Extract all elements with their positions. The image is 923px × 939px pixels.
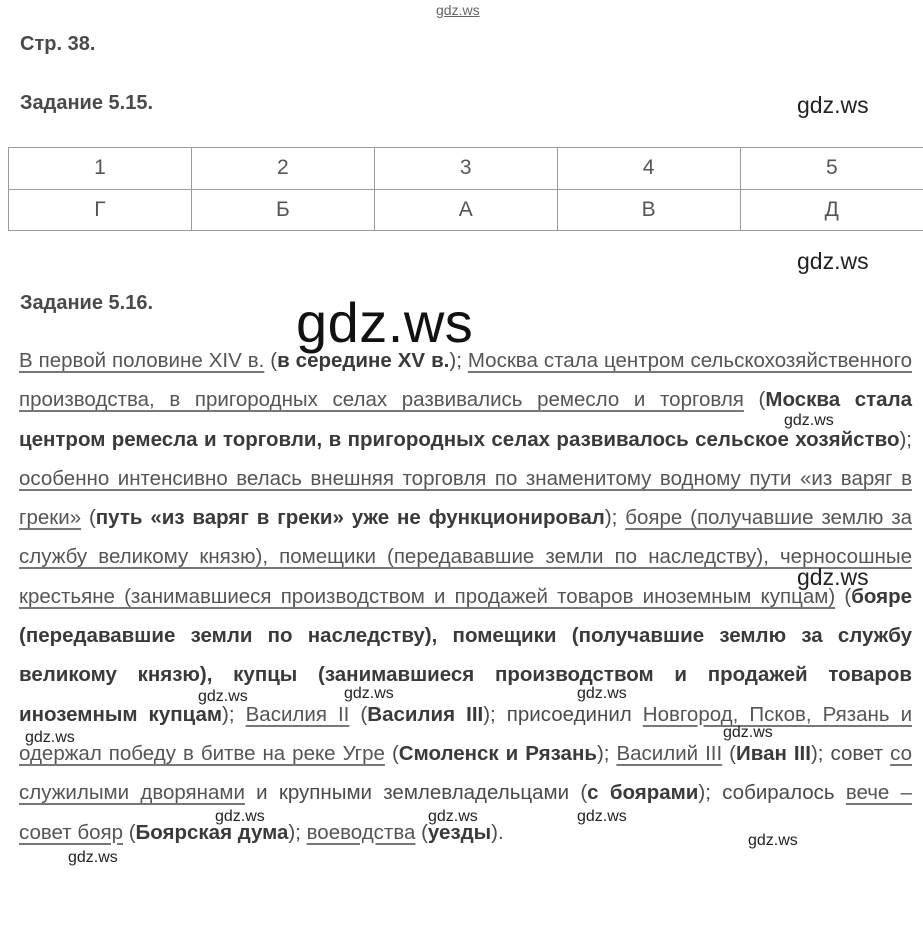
watermark-big: gdz.ws: [296, 291, 474, 354]
incorrect-fragment: Москва стала центром сельскохозяйственного производства, в пригородных селах развивались ремесло и торговля: [19, 349, 913, 412]
text-fragment: и крупными землевладельцами (: [244, 781, 588, 805]
table-cell: 1: [9, 148, 192, 190]
correction-fragment: путь «из варяг в греки» уже не функционировал: [95, 506, 605, 530]
table-header-row: [9, 148, 923, 190]
text-fragment: );: [222, 702, 246, 726]
table-cell: 3: [374, 148, 557, 190]
correction-fragment: с боярами: [587, 781, 699, 805]
incorrect-fragment: бояре (получавшие землю за службу великому князю), помещики (передававшие земли по наследству), черносошные крестьяне (занимавшиеся производством и продажей товаров иноземным купцам): [19, 506, 913, 608]
text-fragment: (: [123, 820, 136, 844]
correction-fragment: Москва стала центром ремесла и торговли, в пригородных селах развивалось сельское хозяйство: [19, 388, 913, 451]
answer-table: [8, 147, 923, 231]
watermark-small: gdz.ws: [198, 688, 248, 705]
text-fragment: (: [384, 741, 399, 765]
incorrect-fragment: Василий III: [616, 741, 723, 765]
text-fragment: (: [722, 741, 737, 765]
text-fragment: ).: [491, 820, 504, 844]
table-cell: Б: [191, 189, 374, 231]
watermark-small: gdz.ws: [68, 849, 118, 866]
correction-fragment: в середине XV в.: [277, 349, 450, 372]
table-cell: Д: [740, 189, 923, 231]
text-fragment: ); собиралось: [698, 781, 846, 805]
incorrect-fragment: Новгород, Псков, Рязань и одержал победу в битве на реке Угре: [19, 702, 913, 765]
text-fragment: );: [449, 349, 468, 372]
table-cell: 5: [740, 148, 923, 190]
watermark-top: gdz.ws: [436, 2, 480, 18]
table-cell: В: [557, 189, 740, 231]
text-fragment: (: [81, 506, 96, 530]
incorrect-fragment: В первой половине XIV в.: [19, 349, 265, 372]
incorrect-fragment: особенно интенсивно велась внешняя торговля по знаменитому водному пути «из варяг в греки»: [19, 466, 912, 530]
text-fragment: ); присоединил: [483, 702, 643, 726]
watermark-small: gdz.ws: [723, 724, 773, 741]
page-label: Стр. 38.: [20, 33, 96, 55]
text-fragment: );: [288, 820, 307, 844]
table-cell: 2: [191, 148, 374, 190]
correction-fragment: Иван III: [736, 741, 811, 765]
table-cell: Г: [9, 189, 192, 231]
watermark-small: gdz.ws: [748, 832, 798, 849]
text-fragment: ); совет: [810, 741, 891, 765]
table-answer-row: [9, 189, 923, 231]
correction-fragment: бояре (передававшие земли по наследству), помещики (получавшие землю за службу великому князю), купцы (занимавшиеся производством и продажей товаров иноземным купцам: [19, 584, 912, 726]
watermark-right-1: gdz.ws: [797, 92, 869, 118]
correction-fragment: Василия III: [367, 702, 484, 726]
text-fragment: (: [743, 388, 766, 412]
watermark-right-2: gdz.ws: [797, 248, 869, 274]
incorrect-fragment: вече – совет бояр: [19, 781, 912, 844]
text-fragment: );: [899, 427, 912, 451]
table-cell: А: [374, 189, 557, 231]
incorrect-fragment: Василия II: [245, 702, 350, 726]
text-fragment: (: [835, 584, 852, 608]
table-cell: 4: [557, 148, 740, 190]
task-5-15-title: Задание 5.15.: [20, 92, 154, 114]
watermark-small: gdz.ws: [428, 808, 478, 825]
text-fragment: (: [349, 702, 368, 726]
watermark-mid: gdz.ws: [797, 564, 869, 590]
answer-paragraph: [19, 341, 912, 852]
correction-fragment: уезды: [427, 820, 492, 844]
correction-fragment: Боярская дума: [135, 820, 289, 844]
watermark-small: gdz.ws: [215, 808, 265, 825]
text-fragment: );: [596, 741, 617, 765]
watermark-small: gdz.ws: [25, 729, 75, 746]
watermark-small: gdz.ws: [344, 685, 394, 702]
text-fragment: );: [604, 506, 626, 530]
correction-fragment: Смоленск и Рязань: [398, 741, 597, 765]
task-5-16-title: Задание 5.16.: [20, 292, 154, 314]
watermark-small: gdz.ws: [577, 685, 627, 702]
incorrect-fragment: со служилыми дворянами: [19, 741, 912, 805]
watermark-small: gdz.ws: [577, 808, 627, 825]
text-fragment: (: [415, 820, 428, 844]
incorrect-fragment: воеводства: [306, 820, 416, 844]
text-fragment: (: [264, 349, 278, 372]
watermark-small: gdz.ws: [784, 412, 834, 429]
